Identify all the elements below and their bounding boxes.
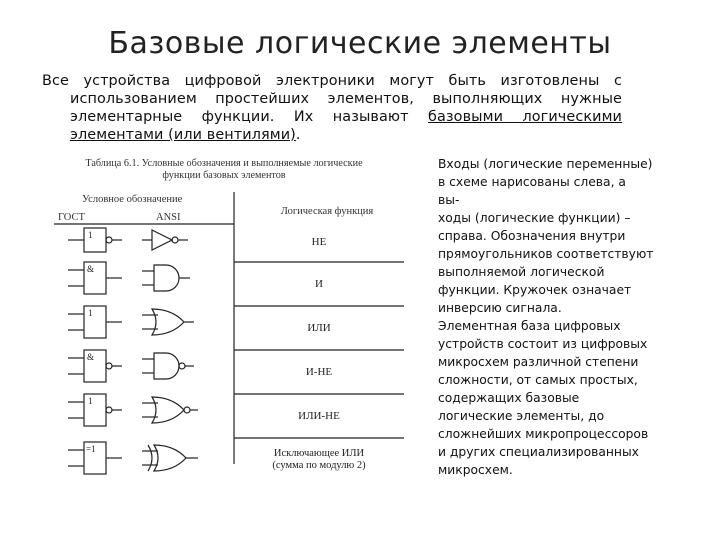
side-line: в схеме нарисованы слева, а: [438, 175, 626, 189]
side-description: [438, 155, 668, 479]
intro-line-1: Все устройства цифровой электроники могут быть изготовлены с: [42, 73, 622, 89]
intro-line-2: использованием простейших элементов, выполняющих нужные: [70, 91, 622, 107]
intro-paragraph: [42, 72, 622, 144]
intro-term-gates: элементами (или вентилями): [70, 127, 296, 143]
side-line: вы-: [438, 193, 460, 207]
slide-title: Базовые логические элементы: [108, 26, 612, 61]
intro-line-3-text: элементарные функции. Их называют: [70, 109, 429, 125]
table-caption-line-2: функции базовых элементов: [162, 170, 286, 181]
side-line: микросхем.: [438, 463, 513, 477]
function-nor: ИЛИ-НЕ: [298, 410, 340, 422]
side-line: сложнейших микропроцессоров: [438, 427, 649, 441]
intro-line-4-period: .: [295, 127, 301, 143]
side-line: Элементная база цифровых: [438, 319, 621, 333]
side-line: содержащих базовые: [438, 391, 580, 405]
ansi-or-symbol: [142, 309, 194, 335]
gost-and-symbol: [68, 262, 122, 294]
header-symbol: Условное обозначение: [82, 194, 183, 205]
gost-label-xor: =1: [86, 444, 96, 454]
logic-gates-table: [54, 154, 414, 494]
side-line: сложности, от самых простых,: [438, 373, 638, 387]
gost-label-not: 1: [88, 230, 93, 240]
function-xor-line-1: Исключающее ИЛИ: [273, 448, 365, 459]
function-nand: И-НЕ: [305, 366, 333, 378]
header-function: Логическая функция: [280, 206, 374, 217]
gost-nand-symbol: [68, 350, 122, 382]
gost-label-and: &: [87, 264, 95, 274]
ansi-not-symbol: [142, 230, 188, 250]
ansi-nor-symbol: [142, 397, 198, 423]
side-line: и других специализированных: [438, 445, 639, 459]
side-line: прямоугольников соответствуют: [438, 247, 654, 261]
ansi-xor-symbol: [142, 445, 198, 471]
side-line: логические элементы, до: [438, 409, 605, 423]
side-line: Входы (логические переменные): [438, 157, 653, 171]
function-and: И: [315, 278, 323, 290]
side-line: выполняемой логической: [438, 265, 605, 279]
function-not: НЕ: [311, 236, 327, 248]
ansi-and-symbol: [142, 265, 190, 291]
gost-label-nor: 1: [88, 396, 93, 406]
intro-line-3: [42, 108, 622, 126]
intro-line-4: [42, 126, 622, 144]
intro-term-basic-logic: базовыми логическими: [428, 109, 622, 125]
gost-not-symbol: [68, 228, 122, 252]
function-or: ИЛИ: [307, 322, 331, 334]
gost-label-or: 1: [88, 308, 93, 318]
side-line: инверсию сигнала.: [438, 301, 562, 315]
gost-or-symbol: [68, 306, 122, 338]
gost-nor-symbol: [68, 394, 122, 426]
side-line: микросхем различной степени: [438, 355, 639, 369]
header-ansi: ANSI: [156, 212, 181, 223]
side-line: справа. Обозначения внутри: [438, 229, 626, 243]
table-caption-line-1: Таблица 6.1. Условные обозначения и выполняемые логические: [85, 158, 363, 169]
function-xor-line-2: (сумма по модулю 2): [272, 460, 366, 471]
gost-label-nand: &: [87, 352, 95, 362]
side-line: устройств состоит из цифровых: [438, 337, 648, 351]
side-line: функции. Кружочек означает: [438, 283, 632, 297]
function-xor: [234, 448, 404, 472]
side-line: ходы (логические функции) –: [438, 211, 631, 225]
ansi-nand-symbol: [142, 353, 194, 379]
header-gost: ГОСТ: [58, 212, 85, 223]
